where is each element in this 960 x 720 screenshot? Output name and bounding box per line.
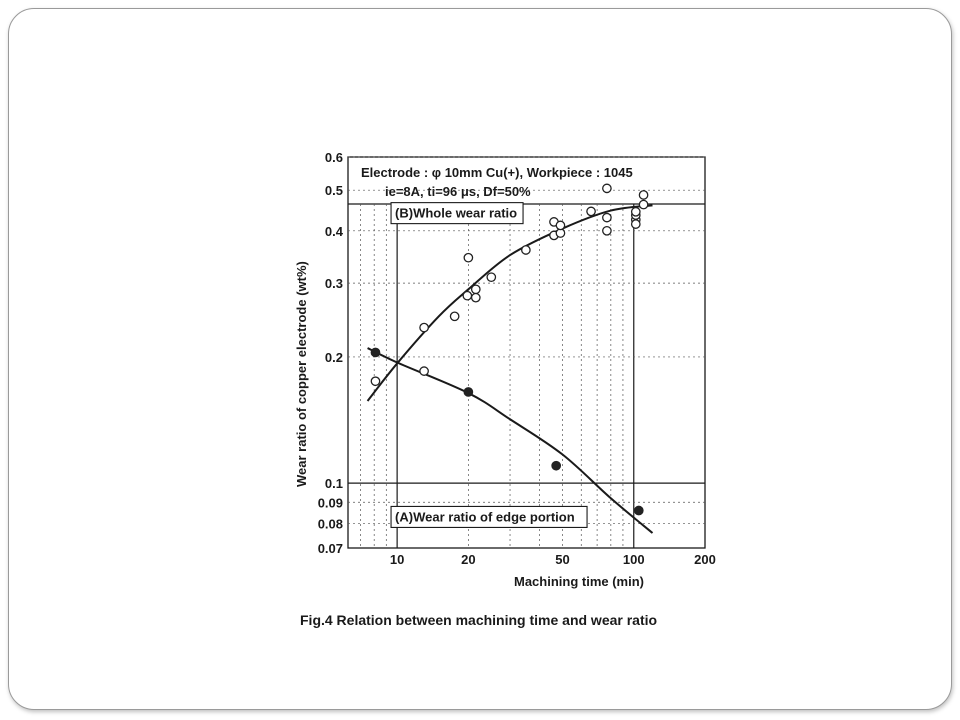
whole-wear-point [472,293,480,301]
whole-wear-point [371,377,379,385]
y-tick-label: 0.08 [317,516,343,532]
x-tick-label: 10 [389,552,405,567]
whole-wear-point [639,191,647,199]
edge-wear-point [371,348,379,356]
y-tick-label: 0.09 [317,495,343,511]
edge-wear-point [635,506,643,514]
whole-wear-point [603,184,611,192]
whole-wear-point [420,367,428,375]
whole-wear-point [556,221,564,229]
wear-ratio-chart [9,9,953,711]
x-tick-labels [390,552,716,567]
x-axis-label: Machining time (min) [514,574,644,589]
figure-caption: Fig.4 Relation between machining time and wear ratio [300,612,658,628]
y-tick-label: 0.5 [324,183,343,199]
y-axis-label: Wear ratio of copper electrode (wt%) [294,261,309,487]
whole-wear-point [639,200,647,208]
y-tick-label: 0.3 [324,276,343,292]
y-tick-label: 0.1 [324,476,343,492]
whole-wear-point [420,323,428,331]
whole-wear-point [603,227,611,235]
y-tick-label: 0.2 [324,349,343,365]
y-tick-label: 0.4 [324,223,343,239]
whole-wear-point [522,246,530,254]
y-tick-labels [318,150,344,556]
whole-wear-point [603,213,611,221]
data-points [371,184,647,515]
whole-wear-point [450,312,458,320]
slide-frame [8,8,952,710]
edge-wear-point [552,462,560,470]
whole-wear-point [463,292,471,300]
x-tick-label: 20 [461,552,476,567]
header-line-2: ie=8A, ti=96 μs, Df=50% [385,184,531,199]
whole-wear-point [472,285,480,293]
whole-wear-point [464,254,472,262]
whole-wear-label: (B)Whole wear ratio [395,205,518,221]
x-tick-label: 100 [622,552,645,567]
y-tick-label: 0.07 [317,541,343,556]
x-tick-label: 200 [694,552,716,567]
whole-wear-point [587,207,595,215]
edge-wear-label: (A)Wear ratio of edge portion [395,509,575,525]
edge-wear-point [464,388,472,396]
whole-wear-point [632,220,640,228]
header-line-1: Electrode : φ 10mm Cu(+), Workpiece : 1045 [361,165,633,180]
whole-wear-point [632,208,640,216]
annotations [391,203,587,528]
y-tick-label: 0.6 [324,150,343,165]
whole-wear-point [487,273,495,281]
x-tick-label: 50 [555,552,570,567]
